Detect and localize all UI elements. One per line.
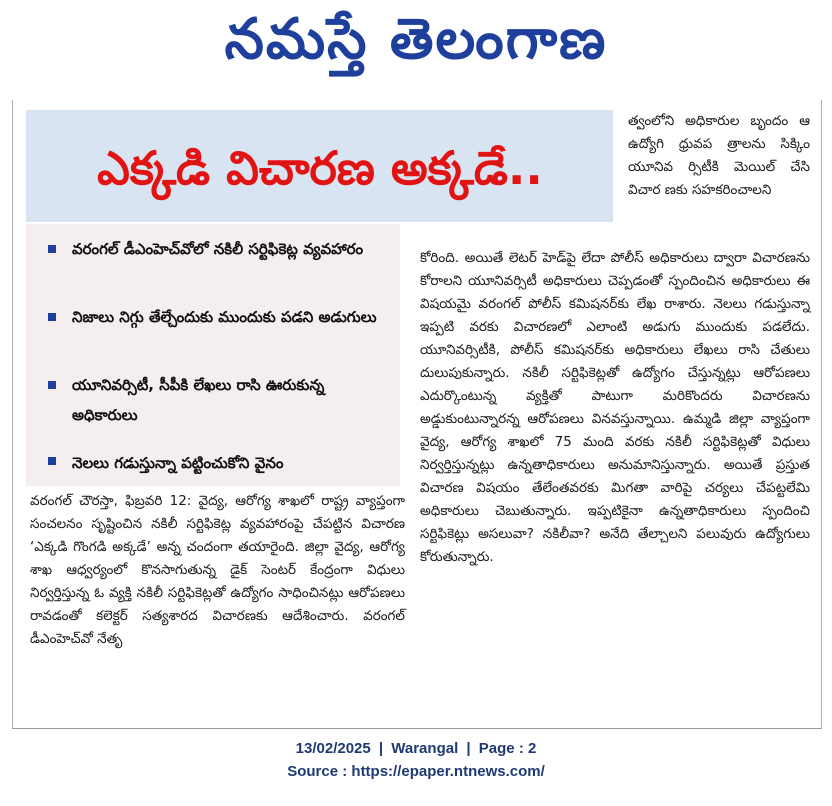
article-paragraph: త్వంలోని అధికారుల బృందం ఆ ఉద్యోగి ధ్రువప త్రాలను సిక్కిం యూనివ ర్సిటీకి మెయిల్ చేసి విచార ణకు సహకరించాలని [628, 113, 810, 198]
highlight-text: నెలలు గడుస్తున్నా పట్టించుకోని వైనం [72, 454, 284, 472]
article-headline: ఎక్కడి విచారణ అక్కడే.. [97, 141, 543, 195]
source-line: Source : https://epaper.ntnews.com/ [287, 763, 545, 780]
newspaper-title: నమస్తే తెలంగాణ [224, 7, 608, 72]
edition-info [0, 740, 832, 757]
bullet-square-icon [48, 245, 56, 253]
article-body-right [420, 247, 810, 569]
article-body-right-top [628, 110, 810, 202]
highlight-item [48, 234, 393, 264]
highlight-item [48, 370, 393, 430]
bullet-square-icon [48, 313, 56, 321]
article-paragraph: కోరింది. అయితే లెటర్ హెడ్‌పై లేదా పోలీస్ అధికారులు ద్వారా విచారణను కోరాలని యూనివర్సిటీ అధికారులు చెప్పడంతో స్పందించిన అధికారులు ఈ విషయమై వరంగల్ పోలీస్ కమిషనర్‌కు లేఖ రాశారు. నెలలు గడుస్తున్నా ఇప్పటి వరకు విచారణలో ఎలాంటి అడుగు ముందుకు పడలేదు. యూనివర్సిటీకి, పోలీస్ కమిషనర్‌కు అధికారులు లేఖలు రాసి చేతులు దులుపుకున్నారు. నకిలీ సర్టిఫికెట్లతో ఉద్యోగం చేస్తున్నట్లు ఆరోపణలు ఎదుర్కొంటున్న వ్యక్తితో పాటుగా మరికొందరు విచారణను అడ్డుకుంటున్నారన్న ఆరోపణలు వినవస్తున్నాయి. ఉమ్మడి జిల్లా వ్యాప్తంగా వైద్య, ఆరోగ్య శాఖలో 75 మంది వరకు నకిలీ సర్టిఫికెట్లతో విధులు నిర్వర్తిస్తున్నట్లు ఉన్నతాధికారులు అనుమానిస్తున్నారు. అయితే ప్రస్తుత విచారణ విషయం తేలేంతవరకు మిగతా వారిపై చర్యలు చేపట్టలేమి అధికారులు చెబుతున్నారు. ఇప్పటికైనా ఉన్నతాధికారులు స్పందించి సర్టిఫికెట్లు అసలువా? నకిలీవా? అనేది తేల్చాలని పలువురు ఉద్యోగులు కోరుతున్నారు. [420, 250, 810, 565]
page-number: Page : 2 [478, 740, 537, 757]
article-body-left [30, 490, 405, 651]
highlight-text: వరంగల్ డీఎంహెచ్‌వోలో నకిలీ సర్టిఫికెట్ల వ్యవహారం [72, 240, 364, 258]
edition-name: Warangal [391, 740, 459, 757]
edition-date: 13/02/2025 [295, 740, 371, 757]
highlight-item [48, 302, 393, 332]
highlight-item [48, 448, 393, 478]
highlight-text: యూనివర్సిటీ, సీపీకి లేఖలు రాసి ఊరుకున్న అధికారులు [72, 376, 325, 424]
highlight-text: నిజాలు నిగ్గు తేల్చేందుకు ముందుకు పడని అడుగులు [72, 308, 377, 326]
bullet-square-icon [48, 381, 56, 389]
bullet-square-icon [48, 457, 56, 465]
separator: | [466, 740, 471, 757]
article-paragraph: వరంగల్ చౌరస్తా, ఫిబ్రవరి 12: వైద్య, ఆరోగ్య శాఖలో రాష్ట్ర వ్యాప్తంగా సంచలనం సృష్టించిన నకిలీ సర్టిఫికెట్ల వ్యవహారంపై చేపట్టిన విచారణ ‘ఎక్కడి గొంగడి అక్కడే’ అన్న చందంగా తయారైంది. జిల్లా వైద్య, ఆరోగ్య శాఖ ఆధ్వర్యంలో కొనసాగుతున్న డైక్ సెంటర్ కేంద్రంగా విధులు నిర్వర్తిస్తున్న ఓ వ్యక్తి నకిలీ సర్టిఫికెట్లతో ఉద్యోగం సాధించినట్లు ఆరోపణలు రావడంతో కలెక్టర్ సత్యశారద విచారణకు ఆదేశించారు. వరంగల్ డీఎంహెచ్‌వో నేతృ [30, 493, 405, 647]
masthead [0, 4, 832, 76]
separator: | [378, 740, 384, 757]
